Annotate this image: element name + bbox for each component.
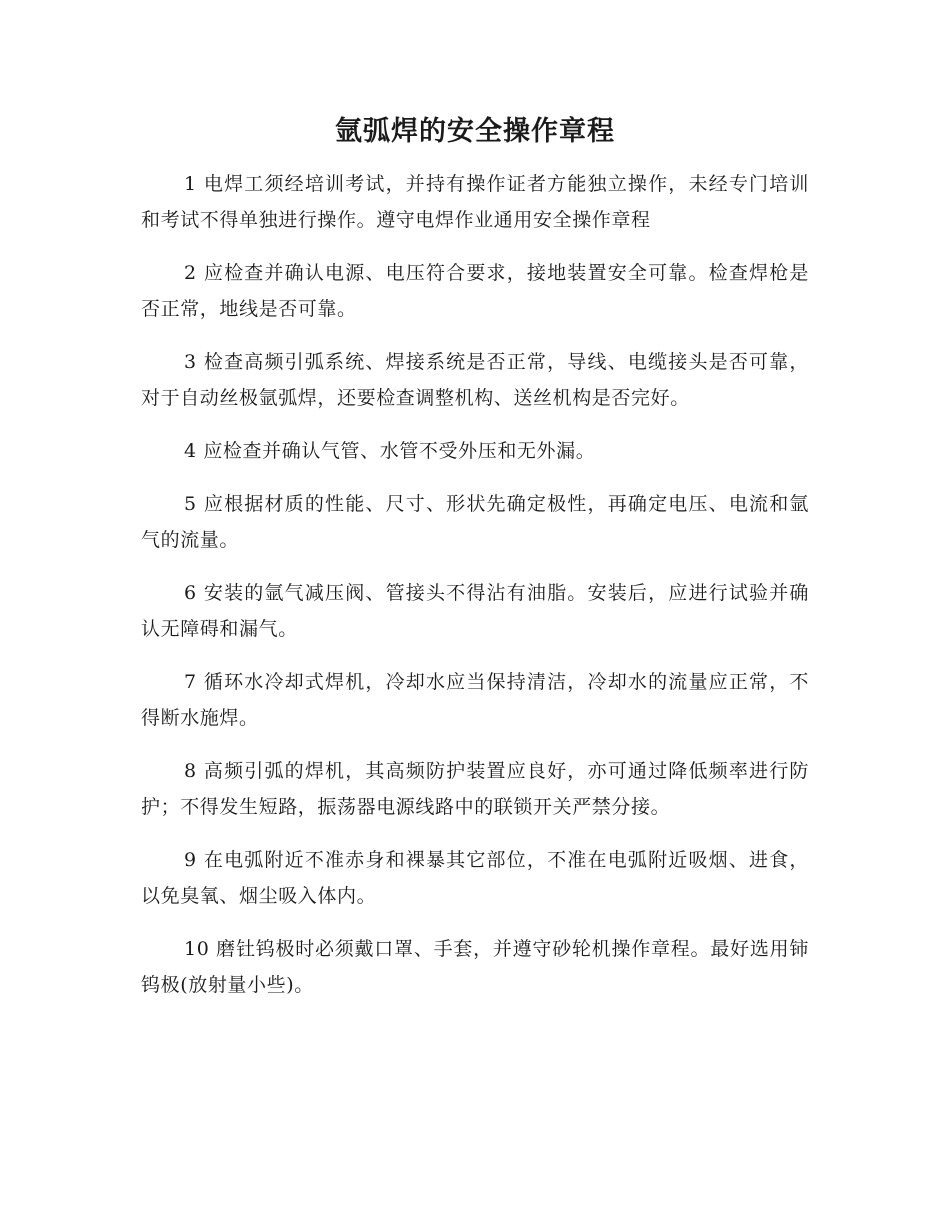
paragraph-2: 2 应检查并确认电源、电压符合要求，接地装置安全可靠。检查焊枪是否正常，地线是否可靠。: [141, 262, 809, 320]
paragraph-7: 7 循环水冷却式焊机，冷却水应当保持清洁，冷却水的流量应正常，不得断水施焊。: [141, 671, 809, 729]
paragraph-1: 1 电焊工须经培训考试，并持有操作证者方能独立操作，未经专门培训和考试不得单独进行操作。遵守电焊作业通用安全操作章程: [141, 173, 809, 231]
paragraph-10: 10 磨钍钨极时必须戴口罩、手套，并遵守砂轮机操作章程。最好选用铈钨极(放射量小些)。: [141, 938, 809, 996]
paragraph-3: 3 检查高频引弧系统、焊接系统是否正常，导线、电缆接头是否可靠，对于自动丝极氩弧焊，还要检查调整机构、送丝机构是否完好。: [141, 351, 809, 409]
paragraph-5: 5 应根据材质的性能、尺寸、形状先确定极性，再确定电压、电流和氩气的流量。: [141, 493, 809, 551]
document-title: 氩弧焊的安全操作章程: [335, 116, 615, 147]
paragraph-4: 4 应检查并确认气管、水管不受外压和无外漏。: [184, 440, 596, 462]
document-body: [141, 166, 809, 1020]
paragraph-8: 8 高频引弧的焊机，其高频防护装置应良好，亦可通过降低频率进行防护；不得发生短路，振荡器电源线路中的联锁开关严禁分接。: [141, 760, 809, 818]
paragraph-9: 9 在电弧附近不准赤身和裸暴其它部位，不准在电弧附近吸烟、进食，以免臭氧、烟尘吸入体内。: [141, 849, 809, 907]
paragraph-6: 6 安装的氩气减压阀、管接头不得沾有油脂。安装后，应进行试验并确认无障碍和漏气。: [141, 582, 809, 640]
